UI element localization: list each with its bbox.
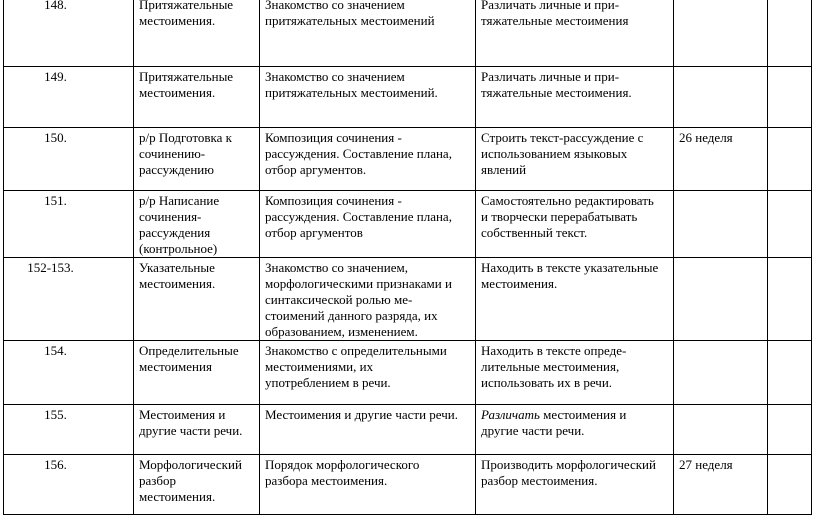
lesson-content-cell: Композиция сочинения - рассуждения. Составление плана, отбор аргументов. bbox=[260, 128, 476, 191]
week-cell bbox=[674, 0, 768, 67]
lesson-content-cell: Знакомство со значением притяжательных местоимений bbox=[260, 0, 476, 67]
lesson-number-cell: 154. bbox=[4, 341, 134, 405]
table-row bbox=[4, 128, 812, 191]
student-activity-cell: Различать личные и при- тяжательные местоимения. bbox=[476, 67, 674, 128]
lesson-topic-cell: Определительные местоимения bbox=[134, 341, 260, 405]
empty-cell bbox=[768, 405, 812, 455]
week-cell: 27 неделя bbox=[674, 455, 768, 515]
lesson-topic-cell: Местоимения и другие части речи. bbox=[134, 405, 260, 455]
lesson-content-cell: Порядок морфологического разбора местоимения. bbox=[260, 455, 476, 515]
week-cell: 26 неделя bbox=[674, 128, 768, 191]
table-row bbox=[4, 258, 812, 341]
table-row bbox=[4, 405, 812, 455]
lesson-topic-cell: Морфологический разбор местоимения. bbox=[134, 455, 260, 515]
table-row bbox=[4, 455, 812, 515]
table-row bbox=[4, 191, 812, 258]
empty-cell bbox=[768, 128, 812, 191]
lesson-content-cell: Знакомство с определительными местоимениями, их употреблением в речи. bbox=[260, 341, 476, 405]
lesson-number-cell: 151. bbox=[4, 191, 134, 258]
lesson-topic-cell: Притяжательные местоимения. bbox=[134, 67, 260, 128]
student-activity-cell: Различать личные и при- тяжательные местоимения bbox=[476, 0, 674, 67]
student-activity-cell: Строить текст-рассуждение с использованием языковых явлений bbox=[476, 128, 674, 191]
activity-verb: Различать bbox=[481, 407, 540, 422]
lesson-content-cell: Знакомство со значением, морфологическими признаками и синтаксической ролью ме- стоимений данного разряда, их образованием, изменением. bbox=[260, 258, 476, 341]
lesson-number-cell: 152-153. bbox=[4, 258, 134, 341]
empty-cell bbox=[768, 341, 812, 405]
lesson-content-cell: Местоимения и другие части речи. bbox=[260, 405, 476, 455]
activity-rest: местоимения и другие части речи. bbox=[481, 407, 627, 438]
lesson-topic-cell: р/р Написание сочинения- рассуждения (контрольное) bbox=[134, 191, 260, 258]
lesson-number-cell: 149. bbox=[4, 67, 134, 128]
table-row bbox=[4, 67, 812, 128]
lesson-content-cell: Композиция сочинения - рассуждения. Составление плана, отбор аргументов bbox=[260, 191, 476, 258]
empty-cell bbox=[768, 67, 812, 128]
week-cell bbox=[674, 405, 768, 455]
empty-cell bbox=[768, 258, 812, 341]
student-activity-cell bbox=[476, 405, 674, 455]
table-row bbox=[4, 0, 812, 67]
student-activity-cell: Находить в тексте указательные местоимения. bbox=[476, 258, 674, 341]
lesson-number-cell: 150. bbox=[4, 128, 134, 191]
lesson-number-cell: 155. bbox=[4, 405, 134, 455]
lesson-plan-table bbox=[3, 0, 812, 515]
lesson-number-cell: 156. bbox=[4, 455, 134, 515]
lesson-number-cell: 148. bbox=[4, 0, 134, 67]
student-activity-cell: Самостоятельно редактировать и творчески перерабатывать собственный текст. bbox=[476, 191, 674, 258]
student-activity-cell: Производить морфологический разбор местоимения. bbox=[476, 455, 674, 515]
week-cell bbox=[674, 258, 768, 341]
student-activity-cell: Находить в тексте опреде- лительные местоимения, использовать их в речи. bbox=[476, 341, 674, 405]
empty-cell bbox=[768, 191, 812, 258]
week-cell bbox=[674, 191, 768, 258]
week-cell bbox=[674, 67, 768, 128]
empty-cell bbox=[768, 0, 812, 67]
lesson-topic-cell: Притяжательные местоимения. bbox=[134, 0, 260, 67]
empty-cell bbox=[768, 455, 812, 515]
week-cell bbox=[674, 341, 768, 405]
lesson-content-cell: Знакомство со значением притяжательных местоимений. bbox=[260, 67, 476, 128]
lesson-topic-cell: Указательные местоимения. bbox=[134, 258, 260, 341]
lesson-topic-cell: р/р Подготовка к сочинению- рассуждению bbox=[134, 128, 260, 191]
table-row bbox=[4, 341, 812, 405]
